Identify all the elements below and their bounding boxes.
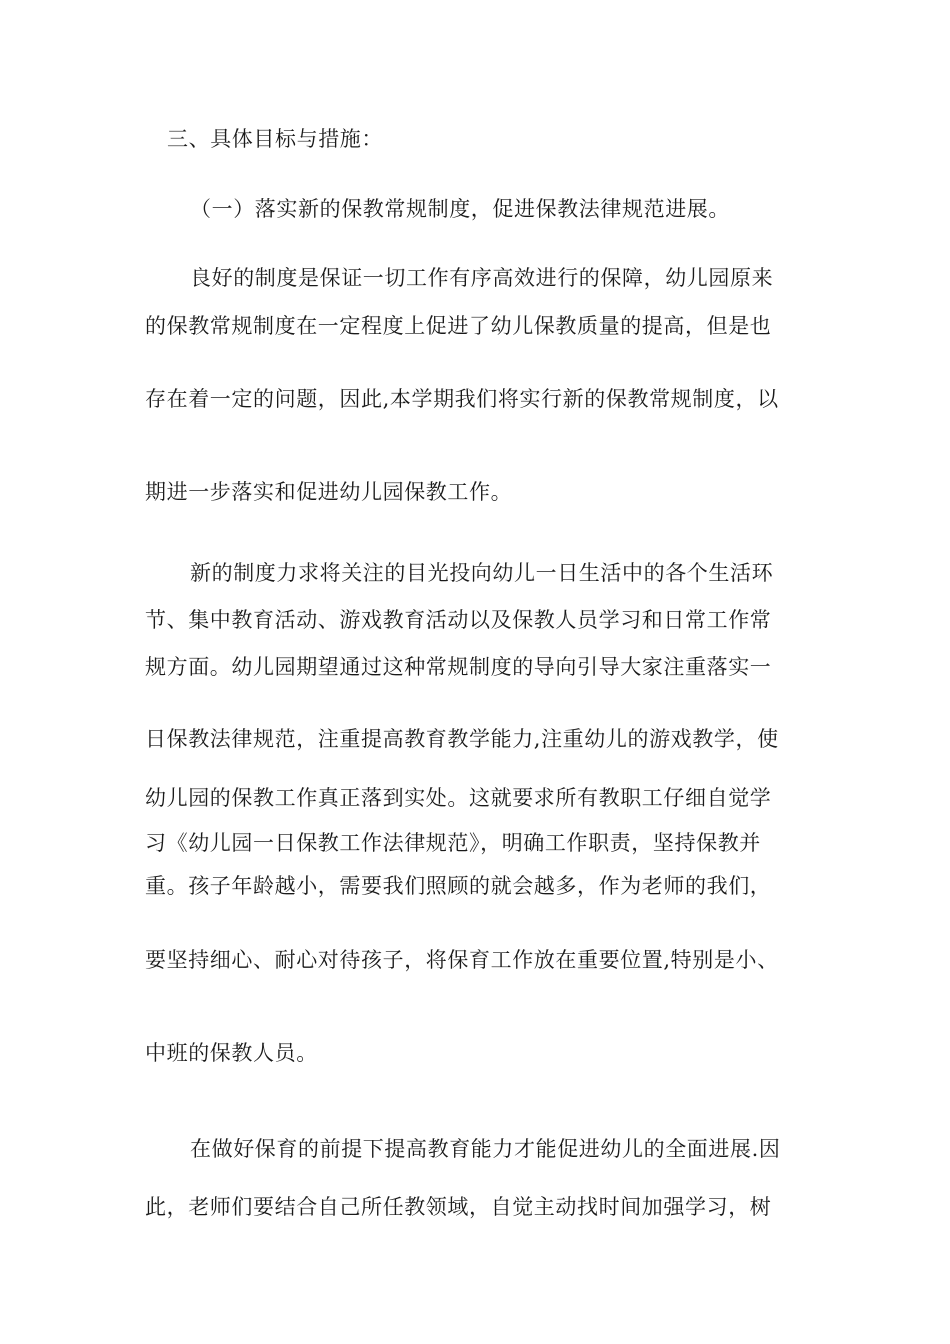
paragraph-line: 此，老师们要结合自己所任教领域，自觉主动找时间加强学习，树 [145,1195,772,1219]
paragraph-line: 新的制度力求将关注的目光投向幼儿一日生活中的各个生活环 [190,561,774,585]
paragraph-line: 重。孩子年龄越小，需要我们照顾的就会越多，作为老师的我们， [145,874,772,898]
paragraph-line: 存在着一定的问题，因此,本学期我们将实行新的保教常规制度，以 [145,387,779,411]
paragraph-line: 习《幼儿园一日保教工作法律规范》，明确工作职责，坚持保教并 [145,831,761,855]
paragraph-line: 的保教常规制度在一定程度上促进了幼儿保教质量的提高，但是也 [145,314,772,338]
paragraph-line: 良好的制度是保证一切工作有序高效进行的保障，幼儿园原来 [190,266,774,290]
paragraph-line: 要坚持细心、耐心对待孩子，将保育工作放在重要位置,特别是小、 [145,948,779,972]
subsection-heading: （一）落实新的保教常规制度，促进保教法律规范进展。 [190,197,730,221]
paragraph-line: 中班的保教人员。 [145,1041,318,1065]
section-heading: 三、具体目标与措施： [167,127,383,151]
paragraph-line: 规方面。幼儿园期望通过这种常规制度的导向引导大家注重落实一 [145,655,772,679]
paragraph-line: 幼儿园的保教工作真正落到实处。这就要求所有教职工仔细自觉学 [145,786,772,810]
paragraph-line: 在做好保育的前提下提高教育能力才能促进幼儿的全面进展.因 [190,1137,781,1161]
paragraph-line: 期进一步落实和促进幼儿园保教工作。 [145,480,513,504]
paragraph-line: 节、集中教育活动、游戏教育活动以及保教人员学习和日常工作常 [145,608,772,632]
paragraph-line: 日保教法律规范，注重提高教育教学能力,注重幼儿的游戏教学，使 [145,727,779,751]
